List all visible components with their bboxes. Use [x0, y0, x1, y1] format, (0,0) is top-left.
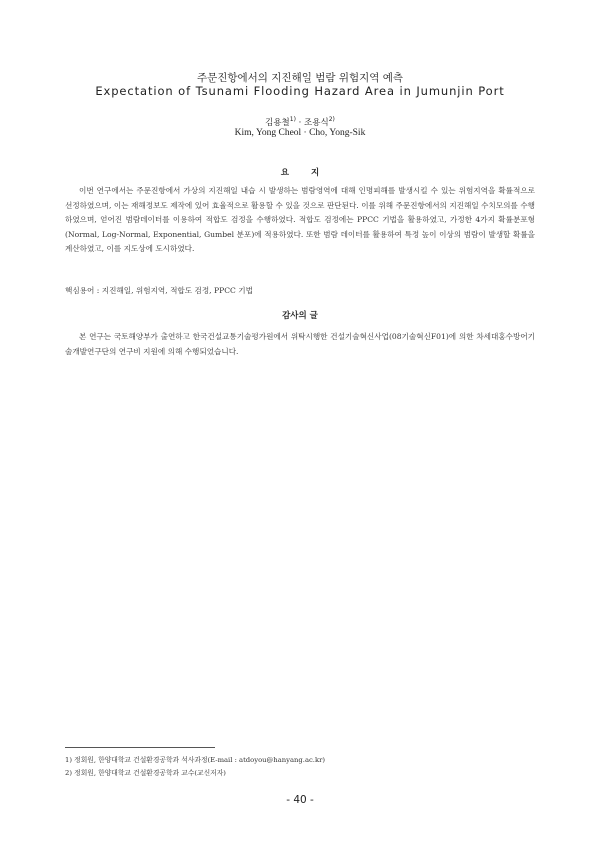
abstract-heading: 요지: [280, 168, 342, 178]
footnote-divider: [65, 747, 215, 748]
acknowledgement-paragraph: [65, 330, 535, 359]
title-korean: 주문진항에서의 지진해일 범람 위험지역 예측: [196, 72, 404, 84]
acknowledgement-text: 본 연구는 국토해양부가 출연하고 한국건설교통기술평가원에서 위탁시행한 건설기술혁신사업(08기술혁신F01)에 의한 차세대홍수방어기술개발연구단의 연구비 지원에 의해 수행되었습니다.: [65, 332, 535, 356]
author-2-name: 조용식: [304, 118, 329, 128]
footnote-1: 1) 정회원, 한양대학교 건설환경공학과 석사과정(E-mail : atdoyou@hanyang.ac.kr): [65, 756, 325, 764]
author-1-footnote-mark: 1): [289, 116, 296, 124]
author-1-name: 김용철: [265, 118, 290, 128]
abstract-paragraph: [65, 184, 535, 257]
page-number: - 40 -: [286, 794, 314, 806]
acknowledgement-heading: 감사의 글: [282, 311, 318, 321]
footnote-2: 2) 정회원, 한양대학교 건설환경공학과 교수(교신저자): [65, 769, 226, 777]
title-english: Expectation of Tsunami Flooding Hazard Area in Jumunjin Port: [95, 84, 505, 98]
authors-korean: [0, 116, 600, 128]
keywords-line: 핵심용어 : 지진해일, 위험지역, 적합도 검정, PPCC 기법: [65, 286, 253, 295]
author-separator: ·: [295, 118, 305, 128]
abstract-text: 이번 연구에서는 주문진항에서 가상의 지진해일 내습 시 발생하는 범람영역에 대해 인명피해를 발생시킬 수 있는 위험지역을 확률적으로 선정하였으며, 이는 재해정보도 제작에 있어 효율적으로 활용할 수 있을 것으로 판단된다. 이를 위해 주문진항에서의 지진해일 수치모의를 수행하였으며, 얻어진 범람데이터를 이용하여 적합도 검정을 수행하였다. 적합도 검정에는 PPCC 기법을 활용하였고, 가정한 4가지 확률분포형(Normal, Log-Normal, Exponential, Gumbel 분포)에 적용하였다. 또한 범람 데이터를 활용하여 특정 높이 이상의 범람이 발생할 확률을 계산하였고, 이를 지도상에 도시하였다.: [65, 186, 535, 254]
author-2-footnote-mark: 2): [328, 116, 335, 124]
authors-english: Kim, Yong Cheol · Cho, Yong-Sik: [234, 128, 366, 138]
